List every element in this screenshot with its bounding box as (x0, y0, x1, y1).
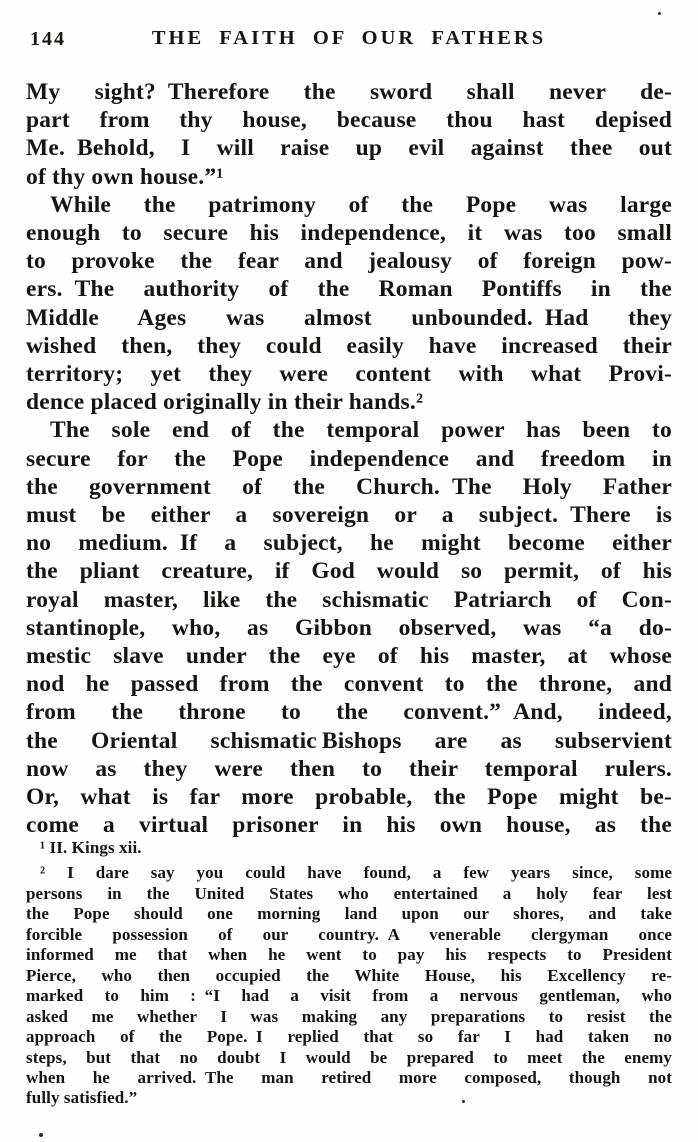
text-line: forcible possession of our country. A venerable clergyman once (26, 924, 672, 944)
text-line: Pierce, who then occupied the White House, his Excellency re- (26, 965, 672, 985)
text-line: mestic slave under the eye of his master, at whose (26, 643, 672, 670)
text-line: stantinople, who, as Gibbon observed, was “a do- (26, 614, 672, 641)
paragraph (26, 78, 672, 191)
text-line: While the patrimony of the Pope was large (50, 191, 672, 218)
text-line: approach of the Pope. I replied that so far I had taken no (26, 1027, 672, 1047)
text-line: Me. Behold, I will raise up evil against thee out (26, 135, 672, 162)
page-header (26, 27, 672, 53)
text-line: wished then, they could easily have increased their (26, 332, 672, 359)
footnotes (26, 838, 672, 1109)
text-line: Or, what is far more probable, the Pope might be- (26, 784, 672, 811)
text-line: secure for the Pope independence and freedom in (26, 445, 672, 472)
text-line: marked to him : “I had a visit from a nervous gentleman, who (26, 986, 672, 1006)
scan-speck (39, 1133, 43, 1137)
text-line: the government of the Church. The Holy Father (26, 473, 672, 500)
text-line: part from thy house, because thou hast depised (26, 107, 672, 134)
paragraph (26, 838, 672, 858)
text-line: when he arrived. The man retired more composed, though not (26, 1067, 672, 1087)
page-number: 144 (30, 28, 66, 50)
text-line: asked me whether I was making any preparations to resist the (26, 1006, 672, 1026)
text-line: now as they were then to their temporal rulers. (26, 755, 672, 782)
paragraph (26, 863, 672, 1108)
text-line: territory; yet they were content with what Provi- (26, 361, 672, 388)
text-line: ers. The authority of the Roman Pontiffs in the (26, 276, 672, 303)
text-line: to provoke the fear and jealousy of foreign pow- (26, 248, 672, 275)
text-line: from the throne to the convent.” And, indeed, (26, 699, 672, 726)
body-text (26, 78, 672, 839)
text-line: dence placed originally in their hands.² (26, 389, 424, 416)
paragraph (26, 191, 672, 417)
text-line: ² I dare say you could have found, a few years since, some (40, 863, 672, 883)
text-line: persons in the United States who entertained a holy fear lest (26, 883, 672, 903)
text-line: must be either a sovereign or a subject. There is (26, 502, 672, 529)
text-line: informed me that when he went to pay his respects to President (26, 945, 672, 965)
text-line: no medium. If a subject, he might become either (26, 530, 672, 557)
paragraph (26, 416, 672, 839)
text-line: enough to secure his independence, it was too small (26, 220, 672, 247)
text-line: the Pope should one morning land upon our shores, and take (26, 904, 672, 924)
text-line: Middle Ages was almost unbounded. Had they (26, 304, 672, 331)
scan-speck (658, 12, 661, 15)
text-line: come a virtual prisoner in his own house, as the (26, 812, 672, 839)
text-line: of thy own house.”¹ (26, 163, 224, 190)
text-line: The sole end of the temporal power has been to (50, 417, 672, 444)
text-line: the Oriental schismatic Bishops are as subservient (26, 727, 672, 754)
text-line: fully satisfied.” (26, 1088, 138, 1108)
text-line: royal master, like the schismatic Patriarch of Con- (26, 586, 672, 613)
text-line: ¹ II. Kings xii. (40, 838, 142, 857)
running-title: THE FAITH OF OUR FATHERS (151, 27, 547, 49)
text-line: the pliant creature, if God would so permit, of his (26, 558, 672, 585)
text-line: nod he passed from the convent to the throne, and (26, 671, 672, 698)
text-line: steps, but that no doubt I would be prepared to meet the enemy (26, 1047, 672, 1067)
scan-speck (462, 1100, 465, 1103)
text-line: My sight? Therefore the sword shall never de- (26, 79, 672, 105)
